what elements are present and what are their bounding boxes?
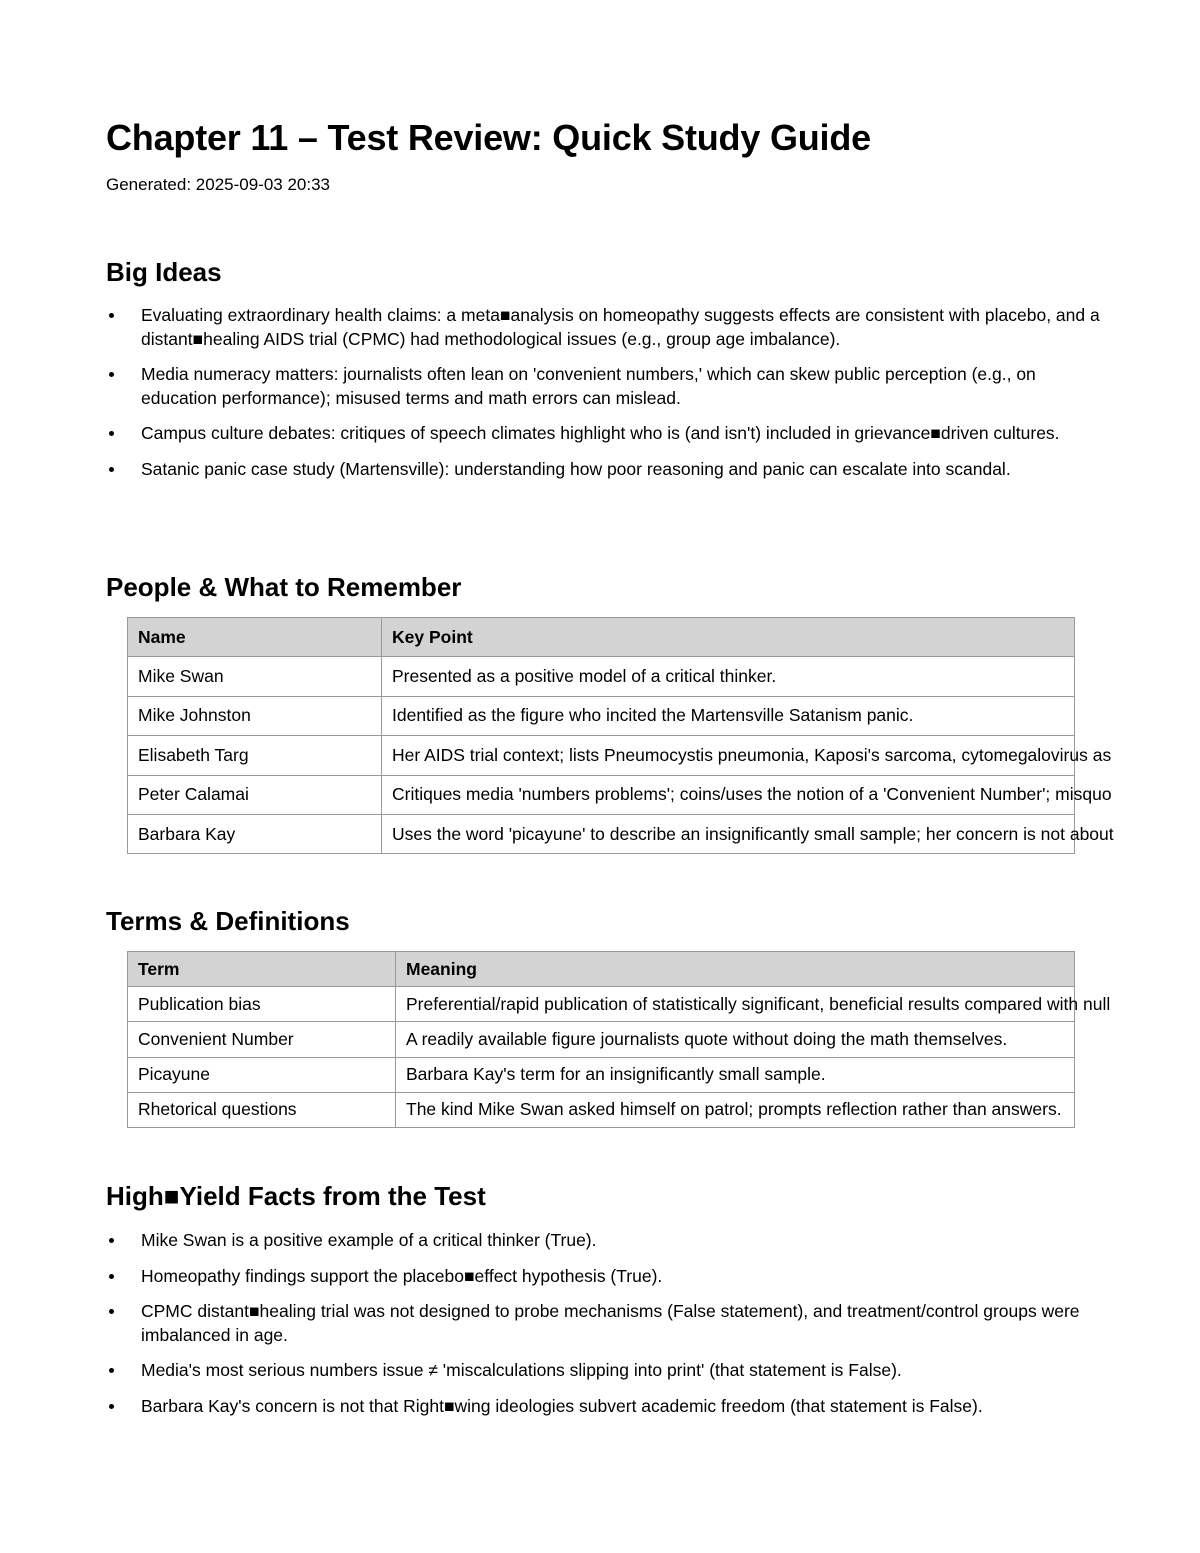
- list-item: [106, 1300, 1106, 1347]
- table-cell: Her AIDS trial context; lists Pneumocystis pneumonia, Kaposi's sarcoma, cytomegalovirus as: [382, 736, 1075, 775]
- table-cell: Peter Calamai: [128, 775, 382, 814]
- list-item: [106, 1395, 1106, 1419]
- list-item-text: Satanic panic case study (Martensville): understanding how poor reasoning and panic can escalate into scandal.: [141, 458, 1011, 479]
- generated-timestamp: Generated: 2025-09-03 20:33: [106, 175, 331, 194]
- table-cell: Barbara Kay's term for an insignificantly small sample.: [396, 1057, 1075, 1092]
- facts-heading: High■Yield Facts from the Test: [106, 1181, 486, 1211]
- table-cell: Mike Swan: [128, 657, 382, 696]
- table-cell: Mike Johnston: [128, 696, 382, 735]
- column-header-key-point: Key Point: [382, 618, 1075, 657]
- list-item-text: Evaluating extraordinary health claims: a meta■analysis on homeopathy suggests effects are consistent with placebo, and a distant■healing AIDS trial (CPMC) had methodological issues (e.g., group age imbalance).: [141, 305, 1100, 349]
- table-header-row: [128, 952, 1075, 987]
- list-item: [106, 1359, 1106, 1383]
- column-header-name: Name: [128, 618, 382, 657]
- bullet-icon: [109, 313, 114, 318]
- table-row: [128, 1022, 1075, 1057]
- bullet-icon: [109, 1309, 114, 1314]
- table-cell: Presented as a positive model of a critical thinker.: [382, 657, 1075, 696]
- bullet-icon: [109, 1238, 114, 1243]
- bullet-icon: [109, 467, 114, 472]
- list-item-text: Barbara Kay's concern is not that Right■wing ideologies subvert academic freedom (that statement is False).: [141, 1395, 983, 1416]
- list-item: [106, 1229, 1106, 1253]
- table-cell: A readily available figure journalists quote without doing the math themselves.: [396, 1022, 1075, 1057]
- table-row: [128, 1092, 1075, 1127]
- table-cell: Rhetorical questions: [128, 1092, 396, 1127]
- list-item: [106, 422, 1106, 446]
- list-item: [106, 363, 1106, 410]
- big-ideas-list: [106, 304, 1106, 493]
- table-cell: Identified as the figure who incited the Martensville Satanism panic.: [382, 696, 1075, 735]
- table-cell: Barbara Kay: [128, 814, 382, 853]
- terms-table: [127, 951, 1111, 1128]
- page-title: Chapter 11 – Test Review: Quick Study Guide: [106, 117, 871, 158]
- people-heading: People & What to Remember: [106, 572, 462, 602]
- facts-list: [106, 1229, 1106, 1430]
- list-item: [106, 304, 1106, 351]
- terms-table-container: [127, 951, 1111, 1128]
- bullet-icon: [109, 1404, 114, 1409]
- table-cell: Critiques media 'numbers problems'; coins/uses the notion of a 'Convenient Number'; misquo: [382, 775, 1075, 814]
- table-cell: Picayune: [128, 1057, 396, 1092]
- people-table: [127, 617, 1114, 854]
- table-row: [128, 736, 1075, 775]
- list-item-text: Mike Swan is a positive example of a critical thinker (True).: [141, 1230, 597, 1250]
- table-cell: Publication bias: [128, 987, 396, 1022]
- list-item-text: Campus culture debates: critiques of speech climates highlight who is (and isn't) included in grievance■driven cultures.: [141, 423, 1060, 443]
- bullet-icon: [109, 431, 114, 436]
- table-row: [128, 775, 1075, 814]
- table-row: [128, 696, 1075, 735]
- table-cell: Convenient Number: [128, 1022, 396, 1057]
- column-header-meaning: Meaning: [396, 952, 1075, 987]
- list-item-text: Homeopathy findings support the placebo■effect hypothesis (True).: [141, 1265, 663, 1286]
- big-ideas-heading: Big Ideas: [106, 257, 222, 287]
- table-header-row: [128, 618, 1075, 657]
- list-item-text: Media numeracy matters: journalists often lean on 'convenient numbers,' which can skew public perception (e.g., on education performance); misused terms and math errors can mislead.: [141, 364, 1036, 408]
- bullet-icon: [109, 372, 114, 377]
- table-row: [128, 987, 1075, 1022]
- table-row: [128, 814, 1075, 853]
- terms-heading: Terms & Definitions: [106, 906, 350, 936]
- table-row: [128, 1057, 1075, 1092]
- bullet-icon: [109, 1274, 114, 1279]
- table-cell: Uses the word 'picayune' to describe an insignificantly small sample; her concern is not about: [382, 814, 1075, 853]
- list-item-text: CPMC distant■healing trial was not designed to probe mechanisms (False statement), and treatment/control groups were imbalanced in age.: [141, 1301, 1080, 1345]
- list-item: [106, 458, 1106, 482]
- table-cell: Elisabeth Targ: [128, 736, 382, 775]
- column-header-term: Term: [128, 952, 396, 987]
- table-row: [128, 657, 1075, 696]
- table-cell: Preferential/rapid publication of statistically significant, beneficial results compared with null: [396, 987, 1075, 1022]
- bullet-icon: [109, 1368, 114, 1373]
- list-item-text: Media's most serious numbers issue ≠ 'miscalculations slipping into print' (that statement is False).: [141, 1360, 902, 1380]
- table-cell: The kind Mike Swan asked himself on patrol; prompts reflection rather than answers.: [396, 1092, 1075, 1127]
- list-item: [106, 1265, 1106, 1289]
- people-table-container: [127, 617, 1114, 854]
